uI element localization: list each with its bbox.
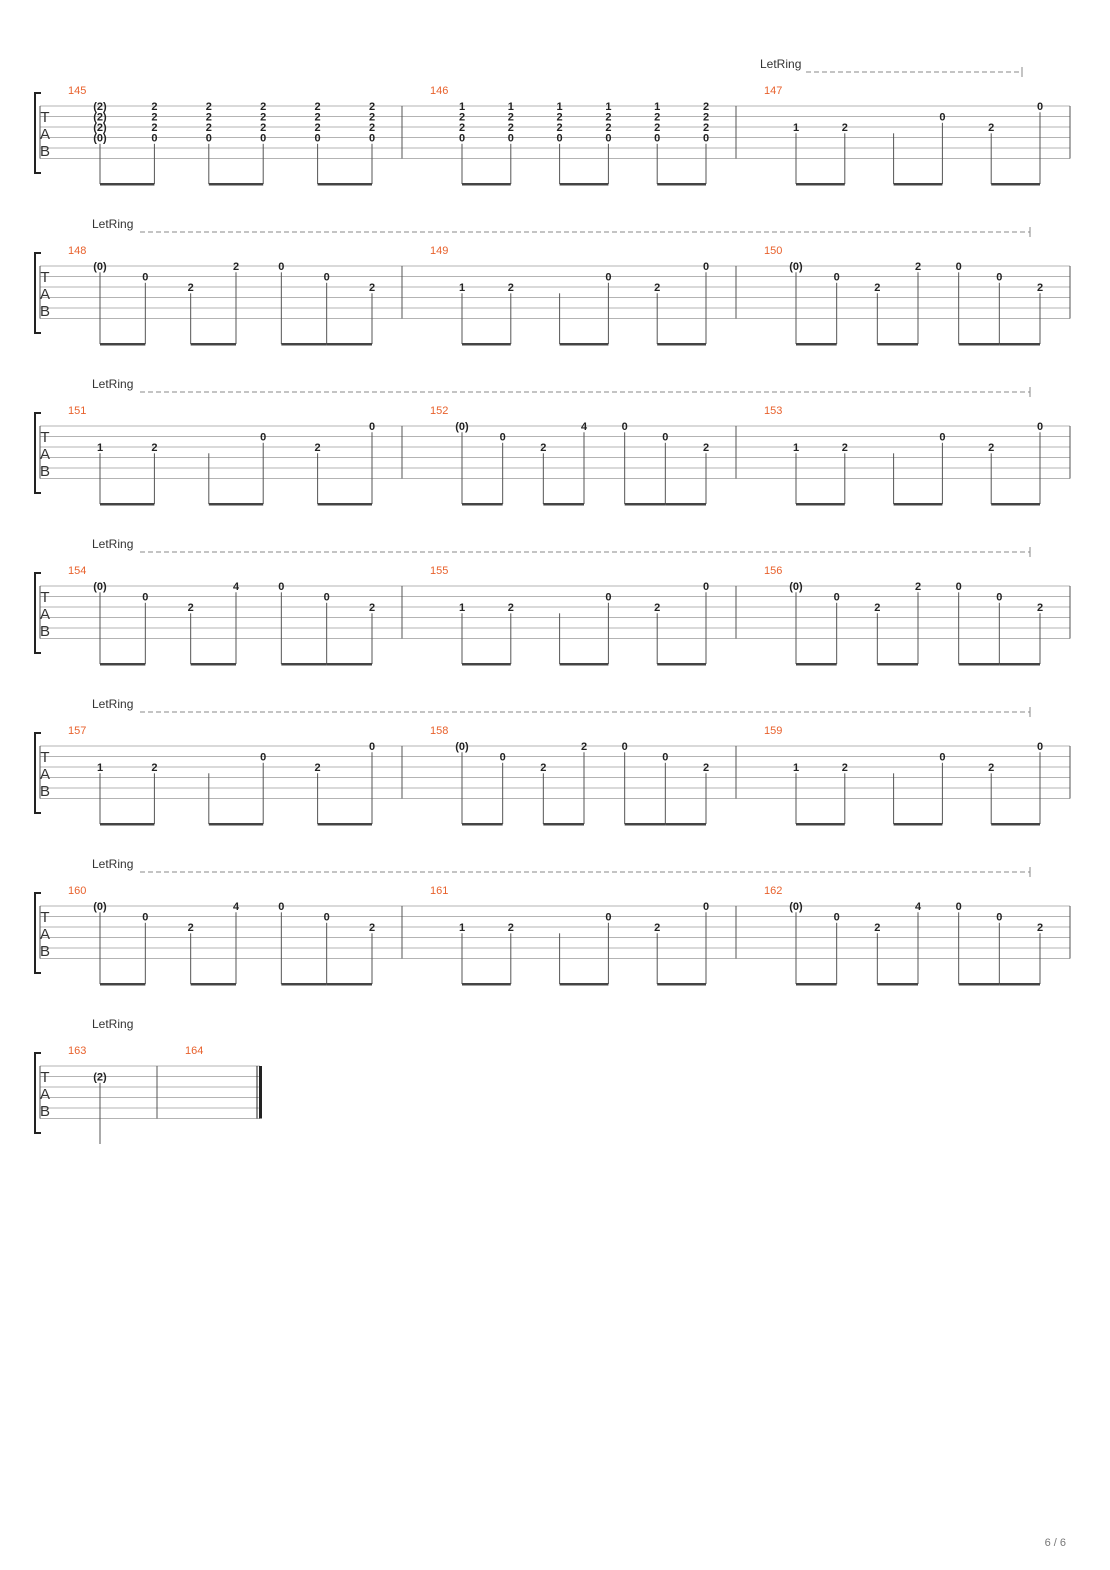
beam	[894, 503, 943, 506]
page-number: 6 / 6	[1044, 1537, 1066, 1549]
fret-number: 0	[662, 431, 669, 444]
beam	[209, 503, 263, 506]
fret-number: 0	[996, 591, 1003, 604]
beam	[318, 823, 372, 826]
tab-clef-letter: A	[39, 606, 51, 623]
fret-number: 0	[1036, 101, 1044, 113]
fret-number: 0	[1036, 421, 1044, 433]
tab-clef-letter: B	[39, 463, 51, 480]
fret-number: 1	[507, 101, 514, 113]
tab-clef-letter: T	[40, 909, 50, 926]
fret-number: 2	[368, 101, 376, 113]
fret-number: 2	[1036, 602, 1044, 614]
beam	[657, 663, 706, 666]
measure-number: 164	[185, 1045, 204, 1057]
letring-label: LetRing	[92, 537, 134, 551]
fret-number: 0	[323, 911, 330, 924]
measure-number: 163	[68, 1045, 87, 1057]
measure-number: 149	[430, 245, 449, 257]
fret-number: 2	[368, 111, 376, 124]
fret-number: 2	[260, 111, 267, 124]
letring-label: LetRing	[92, 217, 134, 231]
fret-number: 0	[368, 741, 376, 753]
beam	[894, 823, 943, 826]
tab-clef-letter: A	[39, 766, 51, 783]
fret-number: (0)	[455, 421, 469, 433]
fret-number: 2	[874, 922, 881, 934]
fret-number: 2	[368, 922, 376, 934]
fret-number: 2	[314, 111, 321, 124]
measure-number: 159	[764, 725, 783, 737]
tab-clef-letter: B	[39, 303, 51, 320]
fret-number: 2	[507, 602, 514, 614]
fret-number: 0	[702, 901, 710, 913]
fret-number: 0	[833, 271, 840, 284]
fret-number: 2	[187, 282, 194, 294]
measure-number: 156	[764, 565, 783, 577]
beam	[191, 663, 236, 666]
tab-clef-letter: A	[39, 1086, 51, 1103]
fret-number: 2	[556, 111, 563, 124]
fret-number: 0	[621, 421, 628, 433]
beam	[462, 663, 511, 666]
tab-clef-letter: A	[39, 126, 51, 143]
fret-number: 0	[654, 132, 661, 145]
fret-number: (0)	[455, 741, 469, 753]
measure-number: 154	[68, 565, 87, 577]
fret-number: 2	[314, 442, 321, 454]
fret-number: 2	[988, 122, 995, 134]
measure-number: 151	[68, 405, 87, 417]
beam	[327, 343, 372, 346]
fret-number: 2	[260, 101, 267, 113]
measure-number: 145	[68, 85, 87, 97]
fret-number: 2	[205, 111, 212, 124]
fret-number: 0	[260, 132, 267, 145]
fret-number: 1	[458, 282, 466, 294]
beam	[318, 503, 372, 506]
beam	[543, 823, 584, 826]
fret-number: 4	[580, 421, 588, 433]
beam	[281, 983, 326, 986]
fret-number: 0	[278, 581, 285, 593]
fret-number: (0)	[93, 132, 107, 145]
fret-number: 0	[151, 132, 158, 145]
beam	[318, 183, 372, 186]
fret-number: 2	[702, 762, 710, 774]
beam	[796, 663, 837, 666]
fret-number: 2	[368, 602, 376, 614]
fret-number: (0)	[789, 261, 803, 273]
beam	[100, 823, 154, 826]
beam	[796, 343, 837, 346]
beam	[191, 343, 236, 346]
letring-label: LetRing	[92, 697, 134, 711]
beam	[281, 343, 326, 346]
fret-number: (0)	[789, 581, 803, 593]
tab-clef-letter: T	[40, 589, 50, 606]
beam	[327, 663, 372, 666]
fret-number: (0)	[93, 261, 107, 273]
beam	[543, 503, 584, 506]
fret-number: 0	[278, 901, 285, 913]
beam	[991, 183, 1040, 186]
beam	[560, 663, 609, 666]
fret-number: 2	[540, 442, 547, 454]
fret-number: 2	[841, 762, 848, 774]
fret-number: 0	[499, 431, 506, 444]
fret-number: 2	[654, 111, 661, 124]
fret-number: (2)	[93, 101, 107, 113]
beam	[796, 983, 837, 986]
measure-number: 147	[764, 85, 783, 97]
beam	[796, 823, 845, 826]
fret-number: 1	[792, 762, 800, 774]
fret-number: 0	[955, 581, 962, 593]
measure-number: 146	[430, 85, 449, 97]
fret-number: 0	[260, 751, 267, 764]
beam	[100, 663, 145, 666]
tab-clef-letter: T	[40, 109, 50, 126]
fret-number: 1	[458, 101, 466, 113]
beam	[894, 183, 943, 186]
beam	[100, 183, 154, 186]
fret-number: 0	[605, 591, 612, 604]
fret-number: 2	[368, 122, 376, 134]
beam	[991, 823, 1040, 826]
fret-number: 0	[702, 132, 710, 145]
fret-number: 0	[260, 431, 267, 444]
tab-clef-letter: B	[39, 143, 51, 160]
letring-label: LetRing	[760, 57, 802, 71]
fret-number: 0	[996, 911, 1003, 924]
fret-number: 2	[988, 442, 995, 454]
letring-label: LetRing	[92, 1017, 134, 1031]
beam	[665, 503, 706, 506]
fret-number: 0	[939, 431, 946, 444]
fret-number: 0	[314, 132, 321, 145]
fret-number: 2	[151, 762, 158, 774]
fret-number: 0	[499, 751, 506, 764]
fret-number: 0	[939, 751, 946, 764]
fret-number: 2	[654, 602, 661, 614]
tab-clef-letter: B	[39, 783, 51, 800]
fret-number: 0	[142, 911, 149, 924]
beam	[959, 983, 1000, 986]
fret-number: (0)	[93, 581, 107, 593]
fret-number: 2	[458, 122, 466, 134]
fret-number: 2	[556, 122, 563, 134]
fret-number: 2	[702, 442, 710, 454]
fret-number: 0	[458, 132, 466, 145]
beam	[560, 183, 609, 186]
fret-number: 2	[187, 922, 194, 934]
fret-number: 1	[458, 602, 466, 614]
fret-number: 1	[792, 442, 800, 454]
fret-number: 2	[458, 111, 466, 124]
fret-number: 0	[702, 581, 710, 593]
fret-number: 1	[96, 442, 104, 454]
fret-number: 0	[278, 261, 285, 273]
fret-number: 0	[142, 271, 149, 284]
fret-number: (0)	[789, 901, 803, 913]
fret-number: 4	[914, 901, 922, 913]
tab-clef-letter: A	[39, 926, 51, 943]
beam	[625, 823, 666, 826]
fret-number: 2	[914, 581, 922, 593]
fret-number: 0	[833, 911, 840, 924]
beam	[999, 663, 1040, 666]
fret-number: 0	[833, 591, 840, 604]
beam	[209, 183, 263, 186]
fret-number: 0	[368, 132, 376, 145]
fret-number: 2	[507, 111, 514, 124]
fret-number: 0	[621, 741, 628, 753]
beam	[327, 983, 372, 986]
tab-clef-letter: B	[39, 623, 51, 640]
fret-number: 2	[314, 101, 321, 113]
fret-number: 2	[314, 122, 321, 134]
fret-number: 0	[205, 132, 212, 145]
beam	[877, 983, 918, 986]
tab-clef-letter: T	[40, 269, 50, 286]
fret-number: (2)	[93, 122, 107, 134]
fret-number: 0	[605, 132, 612, 145]
final-barline-thick	[259, 1066, 262, 1119]
fret-number: 2	[260, 122, 267, 134]
measure-number: 150	[764, 245, 783, 257]
measure-number: 148	[68, 245, 87, 257]
fret-number: 2	[314, 762, 321, 774]
beam	[100, 983, 145, 986]
fret-number: 2	[1036, 282, 1044, 294]
fret-number: 2	[205, 122, 212, 134]
fret-number: 1	[792, 122, 800, 134]
fret-number: 4	[232, 581, 240, 593]
fret-number: 2	[151, 101, 158, 113]
beam	[959, 343, 1000, 346]
beam	[100, 343, 145, 346]
fret-number: 0	[662, 751, 669, 764]
fret-number: 0	[323, 591, 330, 604]
tab-clef-letter: T	[40, 749, 50, 766]
fret-number: 2	[605, 122, 612, 134]
beam	[560, 343, 609, 346]
fret-number: 0	[556, 132, 563, 145]
measure-number: 152	[430, 405, 449, 417]
fret-number: 2	[874, 282, 881, 294]
beam	[877, 663, 918, 666]
beam	[625, 503, 666, 506]
fret-number: 2	[654, 122, 661, 134]
fret-number: 2	[874, 602, 881, 614]
fret-number: 0	[955, 261, 962, 273]
fret-number: 2	[232, 261, 240, 273]
fret-number: 2	[507, 922, 514, 934]
beam	[462, 503, 503, 506]
fret-number: 2	[205, 101, 212, 113]
fret-number: 0	[605, 271, 612, 284]
fret-number: 0	[702, 261, 710, 273]
tab-clef-letter: T	[40, 429, 50, 446]
letring-label: LetRing	[92, 377, 134, 391]
beam	[100, 503, 154, 506]
fret-number: 0	[605, 911, 612, 924]
fret-number: 1	[605, 101, 612, 113]
beam	[657, 983, 706, 986]
beam	[191, 983, 236, 986]
fret-number: 2	[702, 111, 710, 124]
fret-number: 2	[914, 261, 922, 273]
beam	[209, 823, 263, 826]
beam	[991, 503, 1040, 506]
fret-number: (2)	[93, 1071, 107, 1084]
beam	[657, 183, 706, 186]
fret-number: 2	[187, 602, 194, 614]
beam	[999, 343, 1040, 346]
tab-clef-letter: T	[40, 1069, 50, 1086]
fret-number: 1	[458, 922, 466, 934]
fret-number: 1	[96, 762, 104, 774]
fret-number: 2	[1036, 922, 1044, 934]
fret-number: 0	[368, 421, 376, 433]
fret-number: 0	[142, 591, 149, 604]
fret-number: 1	[654, 101, 661, 113]
tab-clef-letter: B	[39, 943, 51, 960]
fret-number: 2	[702, 122, 710, 134]
tab-clef-letter: B	[39, 1103, 51, 1120]
fret-number: 1	[556, 101, 563, 113]
fret-number: 2	[841, 122, 848, 134]
measure-number: 153	[764, 405, 783, 417]
fret-number: 0	[939, 111, 946, 124]
beam	[877, 343, 918, 346]
fret-number: (2)	[93, 111, 107, 124]
fret-number: (0)	[93, 901, 107, 913]
beam	[462, 983, 511, 986]
beam	[796, 183, 845, 186]
beam	[560, 983, 609, 986]
measure-number: 160	[68, 885, 87, 897]
fret-number: 0	[1036, 741, 1044, 753]
fret-number: 2	[654, 922, 661, 934]
beam	[665, 823, 706, 826]
beam	[796, 503, 845, 506]
fret-number: 2	[654, 282, 661, 294]
beam	[281, 663, 326, 666]
tab-clef-letter: A	[39, 286, 51, 303]
fret-number: 2	[841, 442, 848, 454]
beam	[462, 823, 503, 826]
measure-number: 161	[430, 885, 449, 897]
fret-number: 0	[323, 271, 330, 284]
beam	[959, 663, 1000, 666]
fret-number: 2	[151, 442, 158, 454]
letring-label: LetRing	[92, 857, 134, 871]
beam	[999, 983, 1040, 986]
fret-number: 2	[580, 741, 588, 753]
beam	[462, 183, 511, 186]
fret-number: 0	[955, 901, 962, 913]
measure-number: 155	[430, 565, 449, 577]
fret-number: 2	[507, 122, 514, 134]
beam	[657, 343, 706, 346]
fret-number: 0	[507, 132, 514, 145]
fret-number: 2	[507, 282, 514, 294]
fret-number: 2	[368, 282, 376, 294]
fret-number: 2	[540, 762, 547, 774]
measure-number: 157	[68, 725, 87, 737]
fret-number: 4	[232, 901, 240, 913]
fret-number: 2	[702, 101, 710, 113]
fret-number: 0	[996, 271, 1003, 284]
fret-number: 2	[151, 111, 158, 124]
fret-number: 2	[605, 111, 612, 124]
measure-number: 162	[764, 885, 783, 897]
measure-number: 158	[430, 725, 449, 737]
beam	[462, 343, 511, 346]
tab-clef-letter: A	[39, 446, 51, 463]
fret-number: 2	[151, 122, 158, 134]
fret-number: 2	[988, 762, 995, 774]
